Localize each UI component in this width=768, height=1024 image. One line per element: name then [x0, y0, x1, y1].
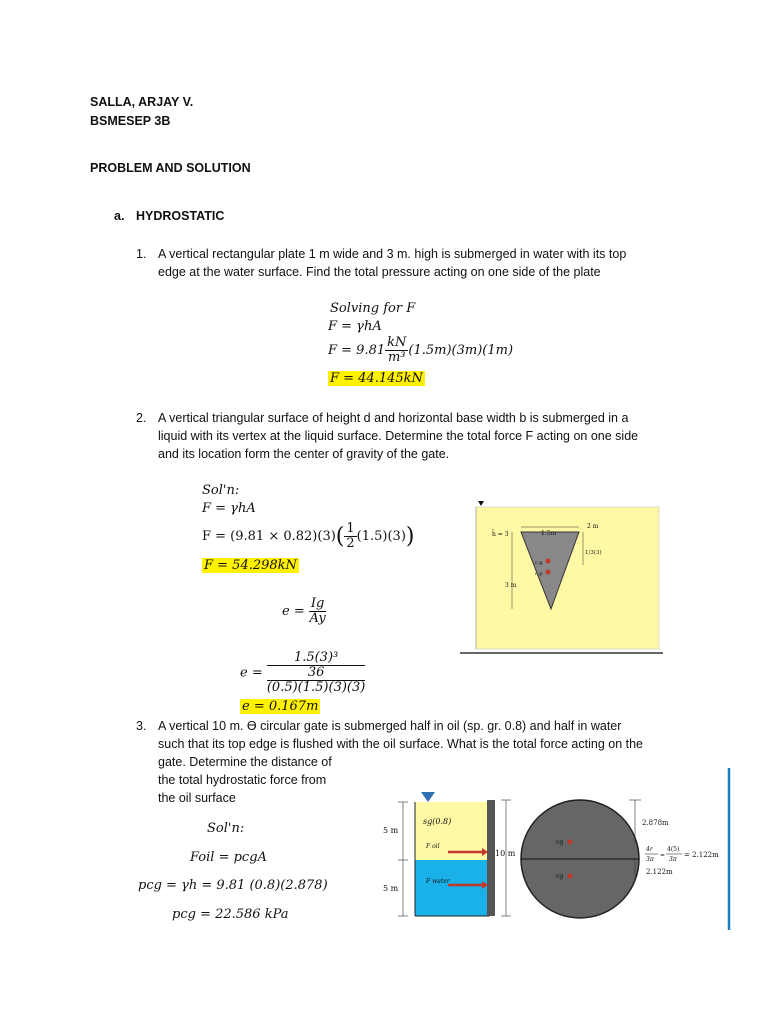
problem-3-line4: the total hydrostatic force from: [158, 773, 327, 787]
p1-sol-heading: Solving for F: [330, 301, 416, 316]
cp-label: c.p: [535, 571, 543, 577]
problem-2-line1: A vertical triangular surface of height d and horizontal base width b is submerged in a: [158, 411, 629, 425]
p2-ecc2-left: e =: [240, 665, 263, 681]
f-oil-label: F oil: [426, 843, 440, 850]
p1-eq2: [328, 336, 513, 365]
problem-3-line1: A vertical 10 m. Ө circular gate is submerged half in oil (sp. gr. 0.8) and half in water: [158, 719, 622, 733]
p2-eq2-left: F = (9.81 × 0.82)(3): [202, 529, 336, 544]
problem-1-number: 1.: [136, 247, 147, 261]
problem-2-number: 2.: [136, 411, 147, 425]
p3-eq2: pcg = γh = 9.81 (0.8)(2.878): [138, 878, 328, 893]
p2-answer: F = 54.298kN: [204, 558, 297, 573]
circle-bottom-dim: 2.122m: [646, 868, 673, 876]
p2-eq2-right: (1.5)(3): [356, 529, 406, 544]
gate-wall: [487, 800, 495, 916]
cg-top-point: [568, 840, 573, 845]
p3-eq3: pcg = 22.586 kPa: [172, 907, 289, 922]
p2-eq2: F = (9.81 × 0.82)(3)( $\frac{1}{2}$ (1.5)(3)): [202, 521, 415, 551]
formula-num2: 4(5): [667, 846, 680, 853]
cg-bottom-point: [568, 874, 573, 879]
p2-eq1: F = γhA: [202, 501, 256, 516]
problem-2-text: [158, 409, 698, 463]
dim-top: 5 m: [383, 826, 399, 835]
p1-eq2-unit-den: m³: [387, 350, 406, 365]
formula-den2: 3π: [669, 856, 677, 863]
p1-eq2-left: F = 9.81: [328, 343, 386, 358]
formula-den1: 3π: [646, 856, 654, 863]
p2-eq2-frac-den: 2: [346, 536, 355, 551]
triangle-gate-diagram: [455, 495, 675, 657]
p2-sol-heading: Sol'n:: [202, 483, 240, 498]
circle-top-dim: 2.878m: [642, 819, 669, 827]
section-title: PROBLEM AND SOLUTION: [90, 161, 251, 175]
f-water-label: F water: [426, 878, 450, 885]
problem-2-line2: liquid with its vertex at the liquid surface. Determine the total force F acting on one side: [158, 429, 639, 443]
cp-point: [546, 570, 551, 575]
cg-point: [546, 559, 551, 564]
subsection-title: HYDROSTATIC: [136, 209, 225, 223]
p2-eq2-frac-num: 1: [346, 521, 355, 536]
p2-answer2: e = 0.167m: [242, 699, 319, 714]
p2-ecc2: [240, 651, 365, 695]
problem-3-line5: the oil surface: [158, 791, 236, 805]
dim-depth: 3 m: [505, 582, 517, 589]
problem-3-line3: gate. Determine the distance of: [158, 755, 332, 769]
dim-right-mid: 1/3(3): [585, 550, 602, 556]
cg-label: c.g: [535, 560, 543, 566]
p2-ecc-left: e =: [282, 604, 305, 619]
circular-gate-diagram: [518, 768, 738, 938]
p2-ecc2-den: (0.5)(1.5)(3)(3): [266, 680, 366, 695]
p2-ecc2-num-top: 1.5(3)³: [293, 650, 339, 665]
svg-text:=: =: [660, 852, 666, 859]
p2-ecc: [282, 597, 326, 626]
course-label: BSMESEP 3B: [90, 114, 171, 128]
p1-eq2-right: (1.5m)(3m)(1m): [408, 343, 514, 358]
dim-top-width: 1.5m: [541, 530, 557, 537]
problem-2-line3: and its location form the center of gravity of the gate.: [158, 447, 450, 461]
cg-label-top: cg: [556, 839, 564, 846]
dim-bottom: 5 m: [383, 884, 399, 893]
problem-1-text: [158, 245, 698, 281]
problem-3-line2: such that its top edge is flushed with the oil surface. What is the total force acting on the: [158, 737, 643, 751]
p3-eq1: Foil = pcgA: [190, 850, 267, 865]
problem-1-line1: A vertical rectangular plate 1 m wide and 3 m. high is submerged in water with its top: [158, 247, 627, 261]
p1-eq2-unit-num: kN: [387, 335, 407, 350]
p2-ecc-den: Ay: [309, 611, 326, 626]
p1-eq1: F = γhA: [328, 319, 382, 334]
student-name: SALLA, ARJAY V.: [90, 95, 194, 109]
oil-water-tank-diagram: [378, 788, 526, 928]
problem-1-line2: edge at the water surface. Find the total pressure acting on one side of the plate: [158, 265, 601, 279]
formula-result: = 2.122m: [684, 851, 719, 859]
dim-h-label: h̄ = 3: [492, 531, 509, 538]
problem-3-number: 3.: [136, 719, 147, 733]
subsection-marker: a.: [114, 209, 125, 223]
surface-marker-icon: [478, 501, 484, 506]
dim-right-top: 2 m: [587, 523, 599, 530]
p2-ecc2-num-bottom: 36: [267, 665, 365, 681]
formula-num1: 4r: [646, 846, 653, 853]
p1-answer: F = 44.145kN: [330, 371, 423, 386]
p3-sol-heading: Sol'n:: [207, 821, 245, 836]
oil-sg-label: sg(0.8): [423, 817, 452, 826]
surface-marker-icon: [421, 792, 435, 802]
gate-height-label: 10 m: [495, 849, 516, 858]
cg-label-bottom: cg: [556, 873, 564, 880]
p2-ecc-num: Ig: [310, 596, 325, 611]
